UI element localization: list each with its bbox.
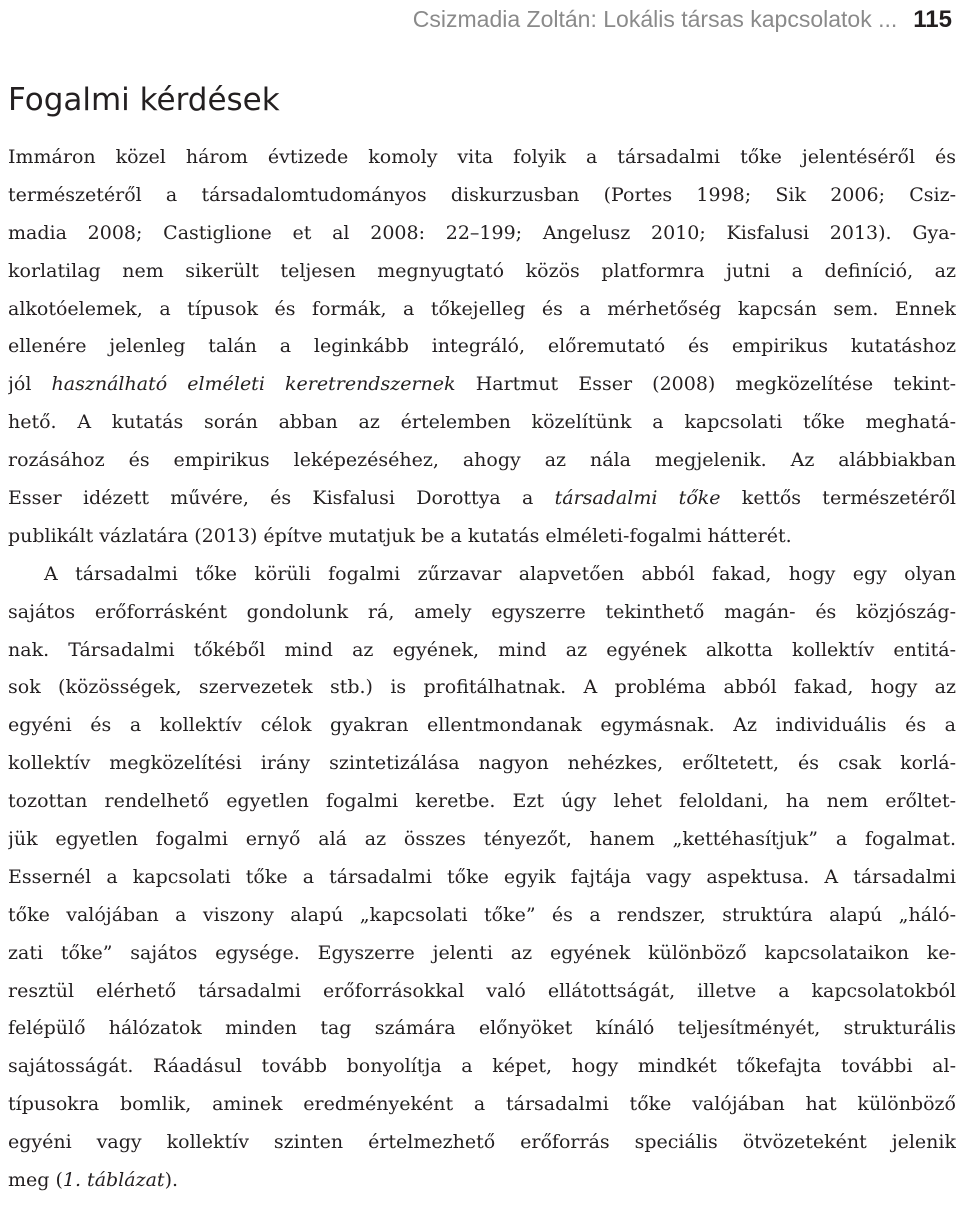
text-run: egyéni és a kollektív célok gyakran ellentmondanak egymásnak. Az individuális és a xyxy=(8,714,956,737)
text-run: jól xyxy=(8,373,52,396)
text-line xyxy=(8,556,956,594)
document-page xyxy=(8,0,956,1220)
text-line xyxy=(8,897,956,935)
text-run: ellenére jelenleg talán a leginkább integráló, előremutató és empirikus kutatáshoz xyxy=(8,335,956,358)
text-line xyxy=(8,669,956,707)
text-run: publikált vázlatára (2013) építve mutatjuk be a kutatás elméleti-fogalmi hátterét. xyxy=(8,524,792,547)
text-run: A társadalmi tőke körüli fogalmi zűrzavar alapvetően abból fakad, hogy egy olyan xyxy=(44,562,956,585)
italic-text: 1. táblázat xyxy=(62,1169,165,1192)
text-run: felépülő hálózatok minden tag számára előnyöket kínáló teljesítményét, strukturális xyxy=(8,1017,956,1040)
text-line xyxy=(8,821,956,859)
text-line xyxy=(8,215,956,253)
text-line xyxy=(8,783,956,821)
text-run: resztül elérhető társadalmi erőforrásokkal való ellátottságát, illetve a kapcsolatokból xyxy=(8,979,956,1002)
text-line xyxy=(8,1124,956,1162)
text-line xyxy=(8,518,956,556)
paragraph xyxy=(8,556,956,1200)
text-run: korlatilag nem sikerült teljesen megnyugtató közös platformra jutni a definíció, az xyxy=(8,259,956,282)
text-run: zati tőke” sajátos egysége. Egyszerre jelenti az egyének különböző kapcsolataikon ke- xyxy=(8,941,956,964)
text-line xyxy=(8,328,956,366)
text-run: sajátosságát. Ráadásul tovább bonyolítja a képet, hogy mindkét tőkefajta további al- xyxy=(8,1055,956,1078)
text-line xyxy=(8,139,956,177)
text-run: Hartmut Esser (2008) megközelítése tekint- xyxy=(455,373,956,396)
text-line xyxy=(8,859,956,897)
text-run: jük egyetlen fogalmi ernyő alá az összes tényezőt, hanem „kettéhasítjuk” a fogalmat. xyxy=(8,828,956,851)
page-number: 115 xyxy=(913,6,952,33)
text-line xyxy=(8,480,956,518)
text-run: egyéni vagy kollektív szinten értelmezhető erőforrás speciális ötvözeteként jelenik xyxy=(8,1131,956,1154)
running-title: Csizmadia Zoltán: Lokális társas kapcsolatok ... xyxy=(412,6,898,32)
text-line xyxy=(8,745,956,783)
text-line xyxy=(8,594,956,632)
text-line xyxy=(8,973,956,1011)
text-line xyxy=(8,935,956,973)
text-line xyxy=(8,442,956,480)
text-run: sok (közösségek, szervezetek stb.) is profitálhatnak. A probléma abból fakad, hogy az xyxy=(8,676,956,699)
text-run: madia 2008; Castiglione et al 2008: 22–199; Angelusz 2010; Kisfalusi 2013). Gya- xyxy=(8,221,956,244)
body-text xyxy=(8,139,956,1200)
text-run: rozásához és empirikus leképezéséhez, ahogy az nála megjelenik. Az alábbiakban xyxy=(8,449,956,472)
italic-text: használható elméleti keretrendszernek xyxy=(51,373,456,396)
italic-text: társadalmi tőke xyxy=(554,487,721,510)
text-line xyxy=(8,707,956,745)
text-run: sajátos erőforrásként gondolunk rá, amely egyszerre tekinthető magán- és közjószág- xyxy=(8,600,956,623)
text-line xyxy=(8,404,956,442)
section-title: Fogalmi kérdések xyxy=(8,82,280,118)
text-line xyxy=(8,253,956,291)
text-line xyxy=(8,632,956,670)
text-run: nak. Társadalmi tőkéből mind az egyének, mind az egyének alkotta kollektív entitá- xyxy=(8,638,956,661)
text-line xyxy=(8,366,956,404)
paragraph xyxy=(8,139,956,556)
text-run: tőke valójában a viszony alapú „kapcsolati tőke” és a rendszer, struktúra alapú „háló- xyxy=(8,903,956,926)
text-line xyxy=(8,1048,956,1086)
text-line xyxy=(8,1010,956,1048)
text-line xyxy=(8,1162,956,1200)
text-run: Essernél a kapcsolati tőke a társadalmi tőke egyik fajtája vagy aspektusa. A társadalmi xyxy=(8,865,956,888)
text-run: kollektív megközelítési irány szintetizálása nagyon nehézkes, erőltetett, és csak korlá- xyxy=(8,752,956,775)
text-run: Esser idézett művére, és Kisfalusi Dorottya a xyxy=(8,487,555,510)
text-run: meg ( xyxy=(8,1169,63,1192)
text-run: Immáron közel három évtizede komoly vita folyik a társadalmi tőke jelentéséről és xyxy=(8,146,956,168)
text-run: ). xyxy=(164,1169,179,1192)
text-run: hető. A kutatás során abban az értelemben közelítünk a kapcsolati tőke meghatá- xyxy=(8,411,956,434)
text-run: tozottan rendelhető egyetlen fogalmi keretbe. Ezt úgy lehet feloldani, ha nem erőltet- xyxy=(8,790,956,813)
text-run: típusokra bomlik, aminek eredményeként a társadalmi tőke valójában hat különböző xyxy=(8,1093,956,1116)
text-line xyxy=(8,1086,956,1124)
text-line xyxy=(8,177,956,215)
text-run: természetéről a társadalomtudományos diskurzusban (Portes 1998; Sik 2006; Csiz- xyxy=(8,183,956,206)
text-line xyxy=(8,291,956,329)
running-header xyxy=(413,6,952,34)
text-run: alkotóelemek, a típusok és formák, a tőkejelleg és a mérhetőség kapcsán sem. Ennek xyxy=(8,297,956,320)
text-run: kettős természetéről xyxy=(720,487,956,510)
